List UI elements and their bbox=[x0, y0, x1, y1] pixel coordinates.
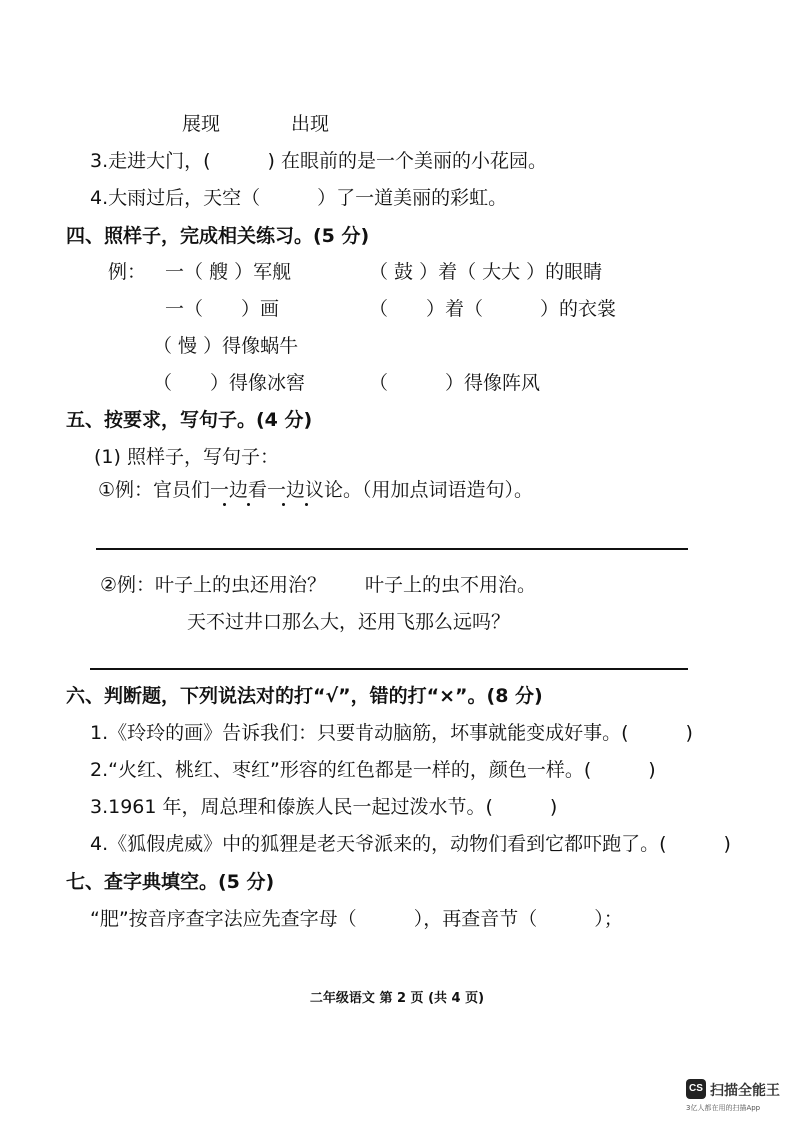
sec4-row4-left: （ ）得像冰窖 bbox=[153, 372, 306, 394]
word-option-2: 出现 bbox=[291, 113, 330, 135]
sec6-item-3: 3.1961 年，周总理和傣族人民一起过泼水节。( ) bbox=[90, 796, 558, 818]
section-4-title: 四、照样子，完成相关练习。(5 分) bbox=[66, 225, 370, 247]
emphasis-dot bbox=[305, 503, 308, 506]
sec6-item-2: 2.“火红、桃红、枣红”形容的红色都是一样的，颜色一样。( ) bbox=[90, 759, 656, 781]
sec7-line-1: “肥”按音序查字法应先查字母（ ），再查音节（ ）； bbox=[90, 908, 623, 930]
sec4-row2-right: （ ）着（ ）的衣裳 bbox=[369, 298, 617, 320]
word-option-1: 展现 bbox=[182, 113, 221, 135]
emphasis-dot bbox=[282, 503, 285, 506]
sec3-item-4: 4.大雨过后，天空（ ）了一道美丽的彩虹。 bbox=[90, 187, 508, 209]
section-6-title: 六、判断题，下列说法对的打“√”，错的打“×”。(8 分) bbox=[66, 685, 543, 707]
emphasis-dot bbox=[223, 503, 226, 506]
answer-line bbox=[96, 548, 688, 550]
sec5-example-1: ①例：官员们一边看一边议论。（用加点词语造句）。 bbox=[98, 479, 534, 501]
sec6-item-4: 4.《狐假虎威》中的狐狸是老天爷派来的，动物们看到它都吓跑了。( ) bbox=[90, 833, 731, 855]
sec4-row4-right: （ ）得像阵风 bbox=[369, 372, 541, 394]
page-footer: 二年级语文 第 2 页 (共 4 页) bbox=[309, 991, 485, 1006]
sec4-row1-left: 一（ 艘 ）军舰 bbox=[165, 261, 292, 283]
watermark-tagline: 3亿人都在用的扫描App bbox=[686, 1104, 761, 1112]
sec6-item-1: 1.《玲玲的画》告诉我们：只要肯动脑筋，坏事就能变成好事。( ) bbox=[90, 722, 693, 744]
emphasis-dot bbox=[247, 503, 250, 506]
sec4-row1-right: （ 鼓 ）着（ 大大 ）的眼睛 bbox=[369, 261, 603, 283]
section-5-title: 五、按要求，写句子。(4 分) bbox=[66, 409, 313, 431]
sec5-example-2b: 叶子上的虫不用治。 bbox=[365, 574, 537, 596]
answer-line bbox=[90, 668, 688, 670]
sec4-example-label: 例： bbox=[108, 261, 147, 283]
sec4-row2-left: 一（ ）画 bbox=[165, 298, 280, 320]
sec5-sub1: (1) 照样子，写句子： bbox=[94, 446, 279, 468]
watermark-name: 扫描全能王 bbox=[710, 1083, 780, 1099]
sec5-example-2a: ②例：叶子上的虫还用治？ bbox=[100, 574, 327, 596]
sec3-item-3: 3.走进大门，( ) 在眼前的是一个美丽的小花园。 bbox=[90, 150, 547, 172]
sec5-question-2: 天不过井口那么大，还用飞那么远吗？ bbox=[187, 611, 511, 633]
section-7-title: 七、查字典填空。(5 分) bbox=[66, 871, 275, 893]
sec4-row3: （ 慢 ）得像蜗牛 bbox=[153, 335, 299, 357]
camscanner-logo-icon: CS bbox=[686, 1079, 706, 1099]
